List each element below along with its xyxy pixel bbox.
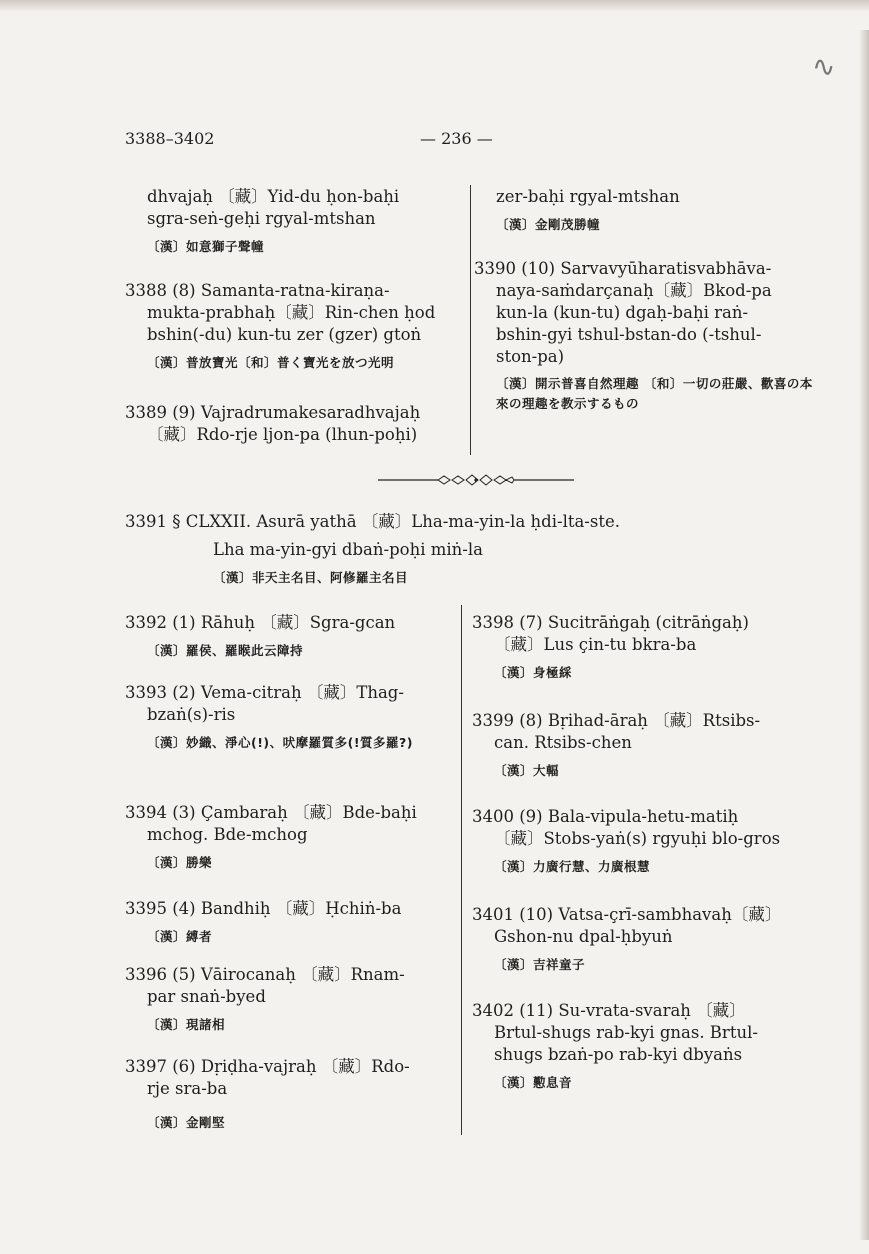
chinese-gloss: 〔漢〕金剛茂勝幢 (496, 217, 601, 232)
entry-3394 (125, 802, 455, 874)
column-divider (461, 605, 462, 1135)
page-edge-shadow (0, 0, 869, 12)
entry-3388 (125, 280, 465, 374)
entry-line: 3402 (11) Su-vrata-svaraḥ 〔藏〕 (472, 1001, 746, 1020)
chinese-gloss: 〔漢〕現諸相 (147, 1017, 226, 1032)
entry-3398 (472, 612, 812, 684)
entry-line: 〔藏〕Stobs-yaṅ(s) rgyuḥi blo-gros (494, 829, 781, 848)
entry-3389 (125, 402, 465, 446)
entry-line: bshin(-du) kun-tu zer (gzer) gtoṅ (147, 325, 422, 344)
entry-line: 〔藏〕Lus çin-tu bkra-ba (494, 635, 697, 654)
entry-line: ston-pa) (496, 347, 565, 366)
entry-3390 (474, 258, 814, 414)
entry-line: Brtul-shugs rab-kyi gnas. Brtul- (494, 1023, 758, 1042)
entry-line: sgra-seṅ-geḥi rgyal-mtshan (147, 209, 376, 228)
entry-3401 (472, 904, 812, 976)
entry-line: 3398 (7) Sucitrāṅgaḥ (citrāṅgaḥ) (472, 613, 749, 632)
entry-line: 3396 (5) Vāirocanaḥ 〔藏〕Rnam- (125, 965, 405, 984)
section-3391 (125, 511, 815, 589)
entry-3397 (125, 1056, 455, 1134)
entry-line: mchog. Bde-mchog (147, 825, 308, 844)
entry-line: 3397 (6) Dṛiḍha-vajraḥ 〔藏〕Rdo- (125, 1057, 410, 1076)
entry-line: dhvajaḥ 〔藏〕Yid-du ḥon-baḥi (147, 187, 400, 206)
entry-line: mukta-prabhaḥ〔藏〕Rin-chen ḥod (147, 303, 436, 322)
chinese-gloss: 〔漢〕普放寶光〔和〕普く寶光を放つ光明 (147, 355, 395, 370)
chinese-gloss: 〔漢〕懃息音 (494, 1075, 573, 1090)
entry-line: 3388 (8) Samanta-ratna-kiraṇa- (125, 281, 390, 300)
chinese-gloss: 〔漢〕非天主名目、阿修羅主名目 (213, 570, 409, 585)
page-edge-shadow-right (859, 30, 869, 1240)
entry-zer-bahi (496, 186, 680, 236)
entry-3399 (472, 710, 812, 782)
entry-3395 (125, 898, 455, 948)
entry-line: par snaṅ-byed (147, 987, 266, 1006)
chinese-gloss: 〔漢〕妙織、淨心(!)、吠摩羅質多(!質多羅?) (147, 735, 414, 750)
section-subheading: Lha ma-yin-gyi dbaṅ-poḥi miṅ-la (213, 540, 483, 559)
entry-line: 3390 (10) Sarvavyūharatisvabhāva- (474, 259, 772, 278)
ornamental-divider (378, 474, 574, 486)
entry-line: zer-baḥi rgyal-mtshan (496, 187, 680, 206)
entry-line: 3394 (3) Çambaraḥ 〔藏〕Bde-baḥi (125, 803, 417, 822)
entry-line: bshin-gyi tshul-bstan-do (-tshul- (496, 325, 762, 344)
chinese-gloss: 〔漢〕大輻 (494, 763, 560, 778)
entry-line: Gshon-nu dpal-ḥbyuṅ (494, 927, 673, 946)
pencil-mark-icon: ∿ (812, 50, 836, 83)
entry-line: can. Rtsibs-chen (494, 733, 632, 752)
entry-line: 3399 (8) Bṛihad-āraḥ 〔藏〕Rtsibs- (472, 711, 761, 730)
entry-line: 〔藏〕Rdo-rje ljon-pa (lhun-poḥi) (147, 425, 418, 444)
chinese-gloss: 〔漢〕羅侯、羅睺此云障持 (147, 643, 304, 658)
entry-3392 (125, 612, 455, 662)
entry-range-header: 3388–3402 (125, 129, 215, 148)
chinese-gloss: 〔漢〕身極綵 (494, 665, 573, 680)
entry-line: 3401 (10) Vatsa-çrī-sambhavaḥ〔藏〕 (472, 905, 782, 924)
entry-line: 3395 (4) Bandhiḥ 〔藏〕Ḥchiṅ-ba (125, 899, 402, 918)
entry-3402 (472, 1000, 812, 1094)
chinese-gloss: 〔漢〕力廣行慧、力廣根慧 (494, 859, 651, 874)
entry-dhvajah (147, 186, 399, 258)
chinese-gloss: 〔漢〕縛者 (147, 929, 213, 944)
entry-line: 3389 (9) Vajradrumakesaradhvajaḥ (125, 403, 421, 422)
entry-line: 3392 (1) Rāhuḥ 〔藏〕Sgra-gcan (125, 613, 396, 632)
entry-line: shugs bzaṅ-po rab-kyi dbyaṅs (494, 1045, 743, 1064)
chinese-gloss: 〔漢〕吉祥童子 (494, 957, 586, 972)
chinese-gloss: 〔漢〕金剛堅 (147, 1115, 226, 1130)
chinese-gloss: 〔漢〕開示普喜自然理趣 〔和〕一切の莊嚴、歡喜の本來の理趣を教示するもの (496, 376, 813, 411)
page-number: — 236 — (420, 129, 493, 148)
column-divider (470, 185, 471, 455)
section-heading: 3391 § CLXXII. Asurā yathā 〔藏〕Lha-ma-yin-la ḥdi-lta-ste. (125, 512, 620, 531)
entry-line: kun-la (kun-tu) dgaḥ-baḥi raṅ- (496, 303, 749, 322)
entry-line: 3400 (9) Bala-vipula-hetu-matiḥ (472, 807, 739, 826)
entry-line: rje sra-ba (147, 1079, 228, 1098)
entry-line: bzaṅ(s)-ris (147, 705, 236, 724)
entry-line: naya-saṁdarçanaḥ〔藏〕Bkod-pa (496, 281, 772, 300)
entry-3396 (125, 964, 455, 1036)
chinese-gloss: 〔漢〕勝樂 (147, 855, 213, 870)
entry-3393 (125, 682, 455, 754)
entry-3400 (472, 806, 812, 878)
entry-line: 3393 (2) Vema-citraḥ 〔藏〕Thag- (125, 683, 404, 702)
chinese-gloss: 〔漢〕如意獅子聲幢 (147, 239, 265, 254)
